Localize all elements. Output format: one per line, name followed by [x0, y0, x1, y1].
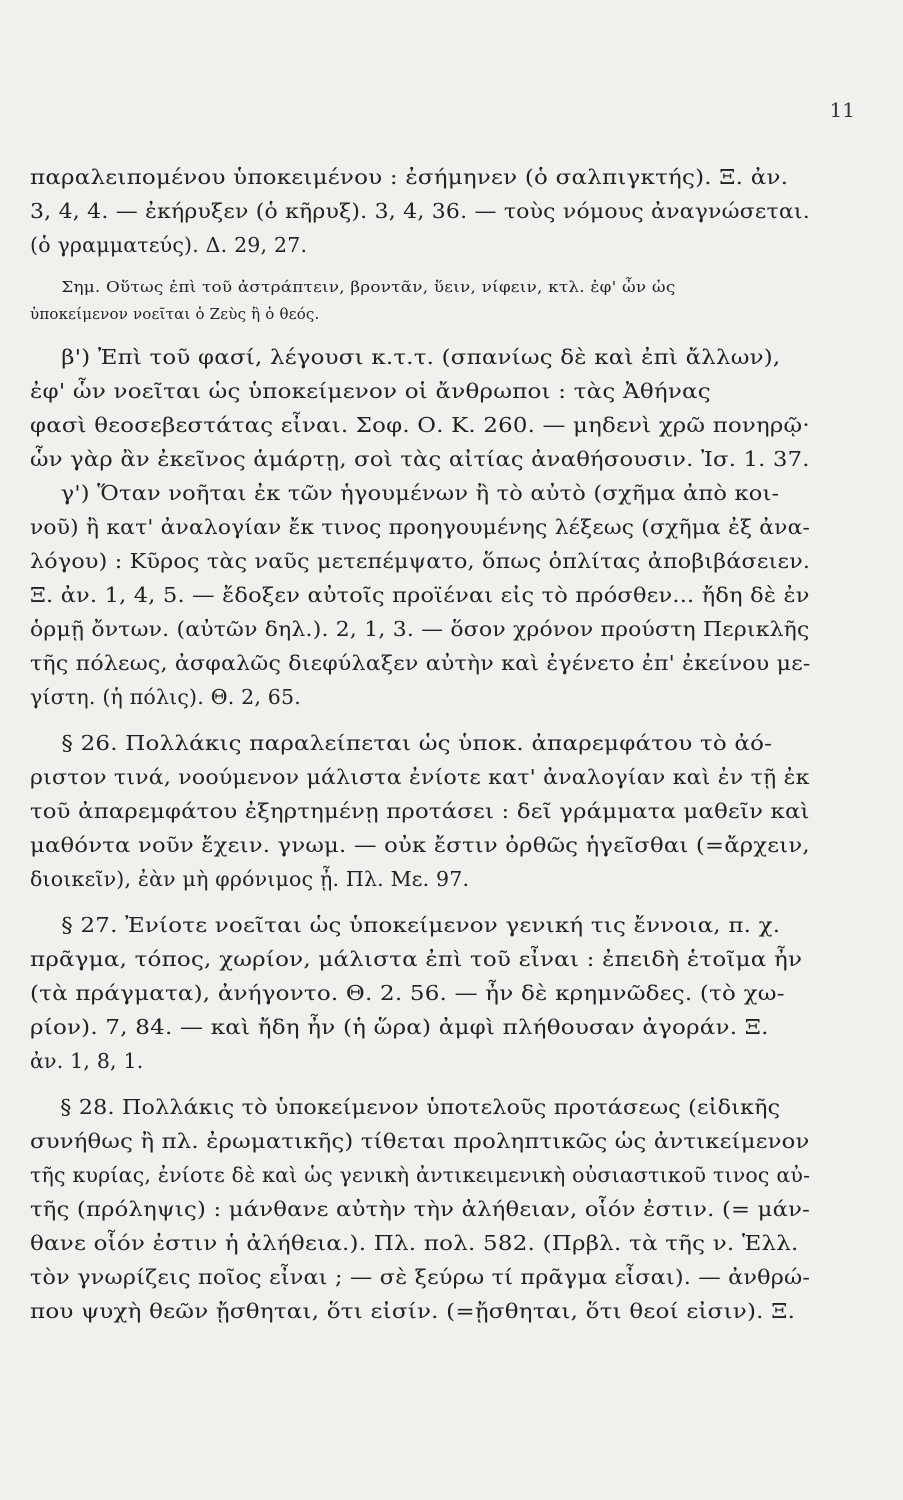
text-line: § 27. Ἐνίοτε νοεῖται ὡς ὑποκείμενον γενική τις ἔννοια, π. χ. [61, 913, 781, 937]
text-line: παραλειπομένου ὑποκειμένου : ἐσήμηνεν (ὁ σαλπιγκτής). Ξ. ἀν. [30, 165, 789, 189]
text-line: ρίον). 7, 84. — καὶ ἤδη ἦν (ἡ ὥρα) ἀμφὶ πλήθουσαν ἀγοράν. Ξ. [30, 1015, 769, 1039]
text-line: νοῦ) ἢ κατ' ἀναλογίαν ἔκ τινος προηγουμένης λέξεως (σχῆμα ἐξ ἀνα- [30, 515, 811, 539]
text-line: 3, 4, 4. — ἐκήρυξεν (ὁ κῆρυξ). 3, 4, 36. — τοὺς νόμους ἀναγνώσεται. [30, 199, 810, 223]
text-line: τοῦ ἀπαρεμφάτου ἐξηρτημένῃ προτάσει : δεῖ γράμματα μαθεῖν καὶ [30, 799, 810, 823]
text-line: ἀν. 1, 8, 1. [30, 1049, 144, 1073]
text-line: τὸν γνωρίζεις ποῖος εἶναι ; — σὲ ξεύρω τί πρᾶγμα εἶσαι). — ἀνθρώ- [30, 1265, 811, 1289]
text-line: γ') Ὅταν νοῆται ἐκ τῶν ἡγουμένων ἢ τὸ αὐτὸ (σχῆμα ἀπὸ κοι- [60, 481, 780, 505]
text-line: λόγου) : Κῦρος τὰς ναῦς μετεπέμψατο, ὅπως ὁπλίτας ἀποβιβάσειεν. [30, 549, 811, 573]
text-line: τῆς κυρίας, ἐνίοτε δὲ καὶ ὡς γενικὴ ἀντικειμενικὴ οὐσιαστικοῦ τινος αὐ- [30, 1163, 811, 1187]
text-body [30, 160, 810, 1328]
text-line: γίστη. (ἡ πόλις). Θ. 2, 65. [30, 685, 302, 709]
text-line: § 28. Πολλάκις τὸ ὑποκείμενον ὑποτελοῦς προτάσεως (εἰδικῆς [60, 1095, 781, 1119]
text-line: Σημ. Οὕτως ἐπὶ τοῦ ἀστράπτειν, βροντᾶν, ὕειν, νίφειν, κτλ. ἐφ' ὧν ὡς [61, 278, 676, 296]
text-line: διοικεῖν), ἐὰν μὴ φρόνιμος ᾖ. Πλ. Με. 97. [30, 867, 470, 891]
text-line: ὧν γὰρ ἂν ἐκεῖνος ἁμάρτῃ, σοὶ τὰς αἰτίας ἀναθήσουσιν. Ἰσ. 1. 37. [30, 447, 810, 471]
text-line: § 26. Πολλάκις παραλείπεται ὡς ὑποκ. ἀπαρεμφάτου τὸ ἀό- [61, 731, 773, 755]
text-line: μαθόντα νοῦν ἔχειν. γνωμ. — οὐκ ἔστιν ὀρθῶς ἡγεῖσθαι (=ἄρχειν, [30, 833, 810, 857]
text-line: τῆς (πρόληψις) : μάνθανε αὐτὴν τὴν ἀλήθειαν, οἷόν ἐστιν. (= μάν- [30, 1197, 811, 1221]
text-line: ἐφ' ὧν νοεῖται ὡς ὑποκείμενον οἱ ἄνθρωποι : τὰς Ἀθήνας [30, 379, 711, 403]
text-line: τῆς πόλεως, ἀσφαλῶς διεφύλαξεν αὐτὴν καὶ ἐγένετο ἐπ' ἐκείνου με- [30, 651, 811, 675]
text-line: συνήθως ἢ πλ. ἐρωματικῆς) τίθεται προληπτικῶς ὡς ἀντικείμενον [30, 1129, 810, 1153]
text-line: φασὶ θεοσεβεστάτας εἶναι. Σοφ. Ο. Κ. 260. — μηδενὶ χρῶ πονηρῷ· [30, 413, 810, 437]
text-line: ὑποκείμενον νοεῖται ὁ Ζεὺς ἢ ὁ θεός. [30, 305, 320, 323]
page-number: 11 [829, 98, 855, 122]
text-line: ριστον τινά, νοούμενον μάλιστα ἐνίοτε κατ' ἀναλογίαν καὶ ἐν τῇ ἐκ [30, 765, 810, 789]
text-line: θανε οἷόν ἐστιν ἡ ἀλήθεια.). Πλ. πολ. 582. (Πρβλ. τὰ τῆς ν. Ἑλλ. [30, 1231, 799, 1255]
text-line: (ὁ γραμματεύς). Δ. 29, 27. [30, 233, 308, 257]
text-line: Ξ. ἀν. 1, 4, 5. — ἔδοξεν αὐτοῖς προϊέναι εἰς τὸ πρόσθεν... ἤδη δὲ ἐν [30, 583, 810, 607]
text-line: ὁρμῇ ὄντων. (αὐτῶν δηλ.). 2, 1, 3. — ὅσον χρόνον προύστη Περικλῆς [30, 617, 810, 641]
text-line: (τὰ πράγματα), ἀνήγοντο. Θ. 2. 56. — ἦν δὲ κρημνῶδες. (τὸ χω- [30, 981, 785, 1005]
text-line: β') Ἐπὶ τοῦ φασί, λέγουσι κ.τ.τ. (σπανίως δὲ καὶ ἐπὶ ἄλλων), [61, 345, 781, 369]
text-line: που ψυχὴ θεῶν ᾔσθηται, ὅτι εἰσίν. (=ᾔσθηται, ὅτι θεοί εἰσιν). Ξ. [30, 1299, 796, 1323]
text-line: πρᾶγμα, τόπος, χωρίον, μάλιστα ἐπὶ τοῦ εἶναι : ἐπειδὴ ἑτοῖμα ἦν [30, 947, 803, 971]
